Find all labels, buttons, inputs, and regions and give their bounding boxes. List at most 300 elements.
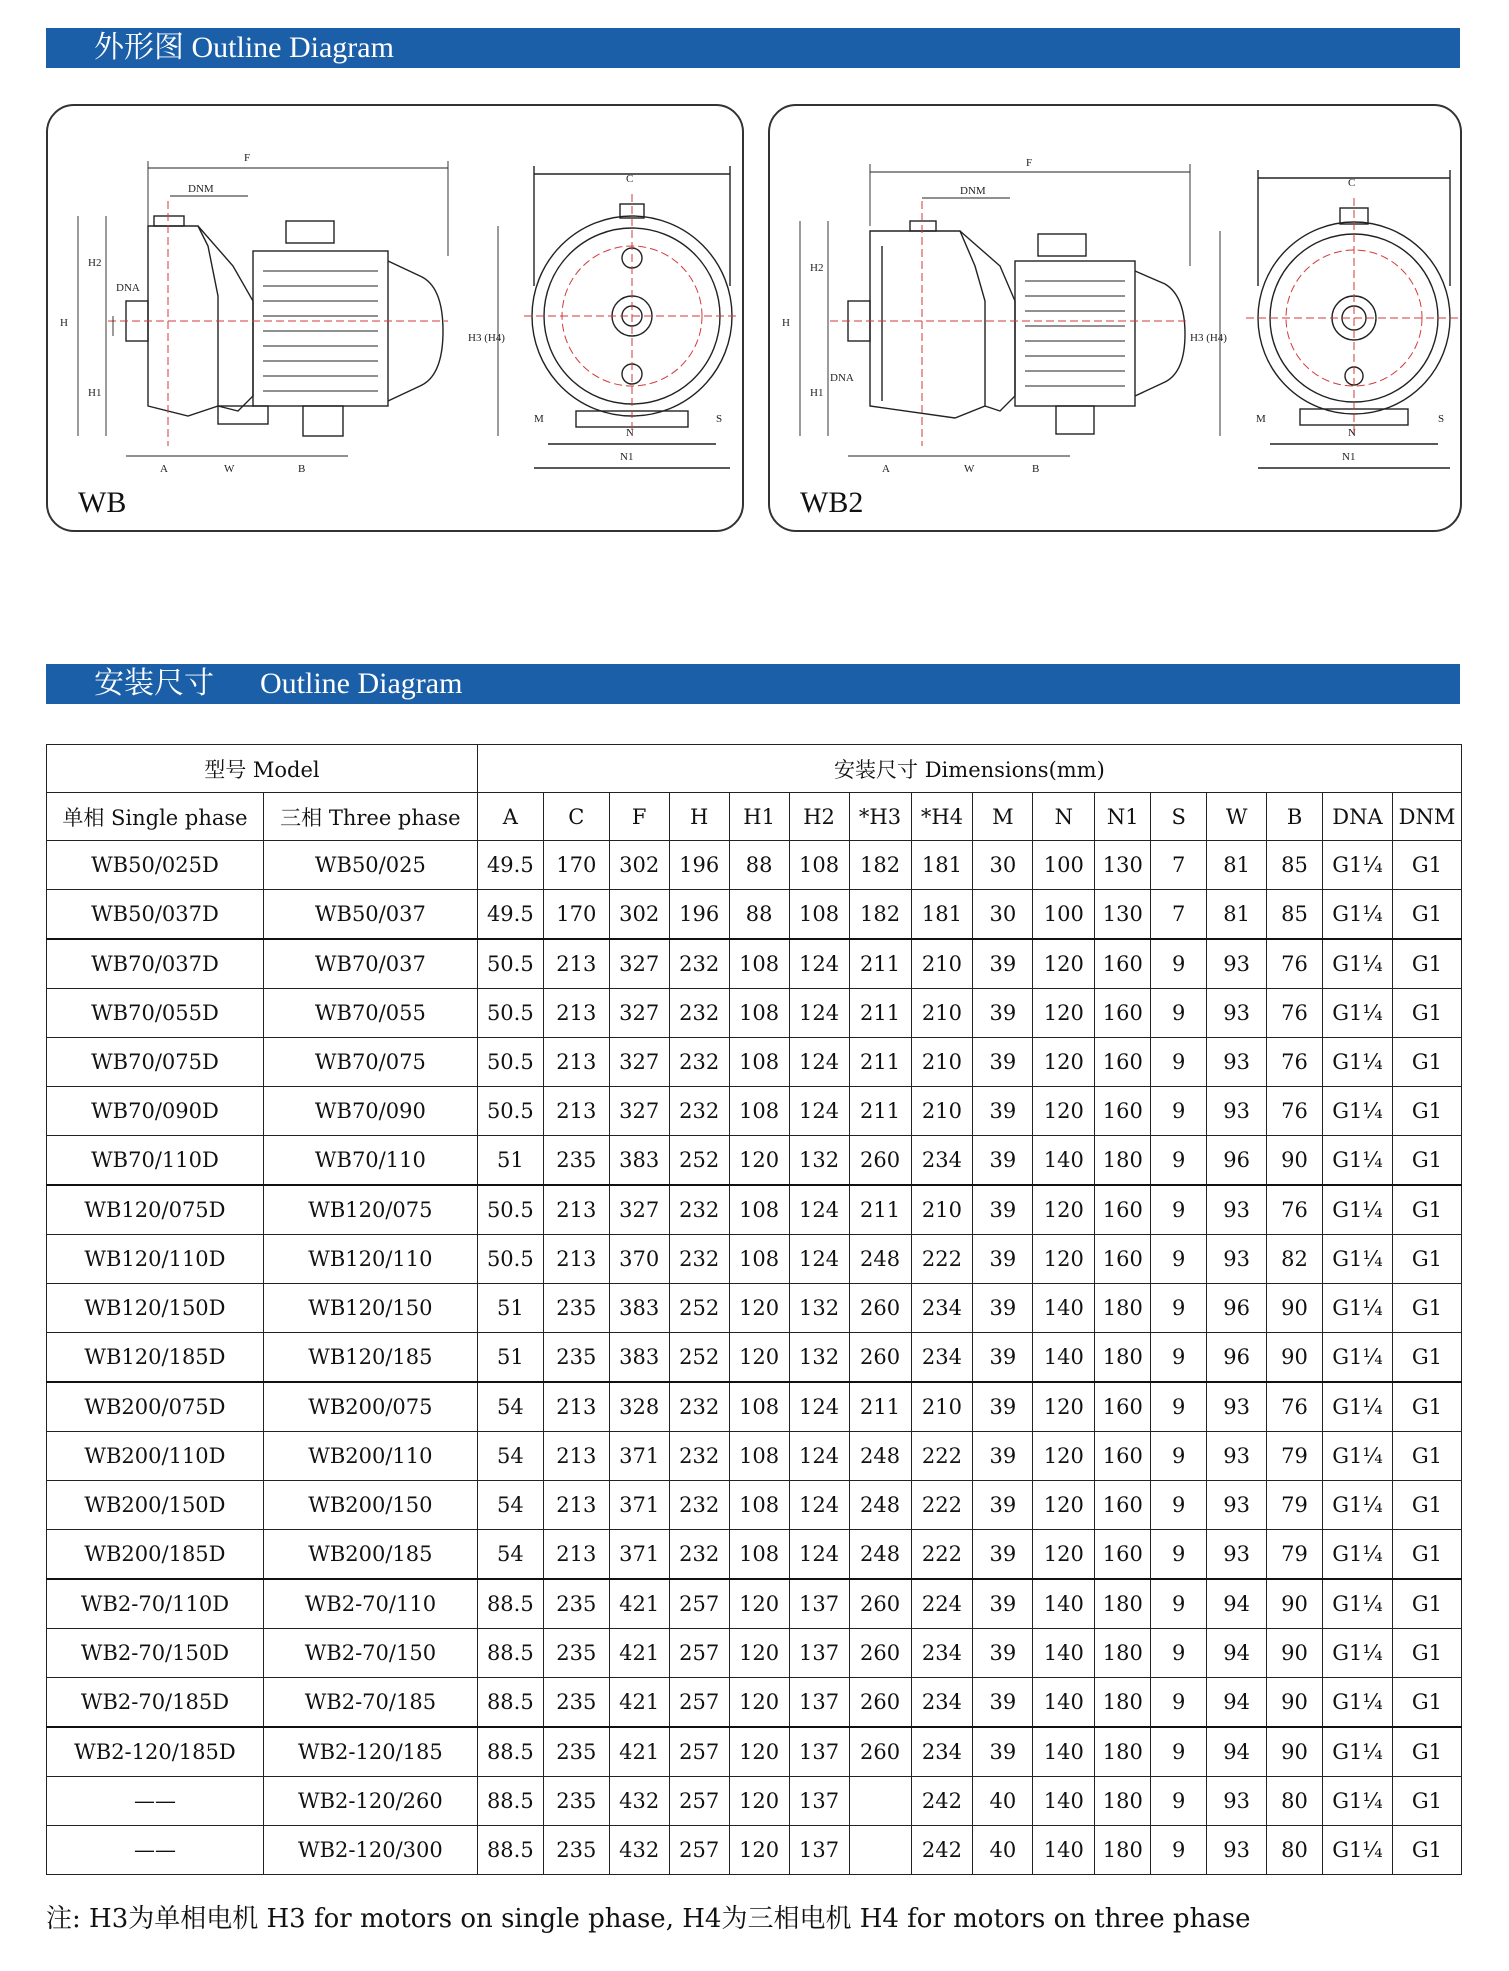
- dimension-cell: G1¼: [1323, 989, 1393, 1038]
- dimension-cell: 7: [1151, 890, 1207, 940]
- dimension-cell: 235: [543, 1629, 609, 1678]
- dimension-cell: 180: [1095, 1333, 1151, 1383]
- table-row: [47, 1136, 1462, 1186]
- dimension-cell: 213: [543, 1481, 609, 1530]
- dimension-cell: 108: [729, 1432, 789, 1481]
- dimension-cell: 9: [1151, 1284, 1207, 1333]
- dimension-cell: G1¼: [1323, 1038, 1393, 1087]
- label-N: N: [1348, 427, 1356, 439]
- dimension-cell: G1: [1392, 1235, 1461, 1284]
- column-header: F: [609, 793, 669, 841]
- three-phase-model: WB200/110: [263, 1432, 477, 1481]
- table-row: [47, 1382, 1462, 1432]
- dimension-cell: 232: [669, 1087, 729, 1136]
- wb-side-view: [126, 216, 443, 436]
- dimension-cell: 248: [849, 1530, 911, 1580]
- label-C: C: [1348, 177, 1356, 189]
- dimension-cell: G1: [1392, 1432, 1461, 1481]
- dimension-cell: 210: [911, 939, 973, 989]
- dimension-cell: 432: [609, 1777, 669, 1826]
- single-phase-model: WB200/075D: [47, 1382, 264, 1432]
- dimension-cell: 160: [1095, 1235, 1151, 1284]
- three-phase-model: WB120/185: [263, 1333, 477, 1383]
- dimension-cell: G1: [1392, 1579, 1461, 1629]
- dimension-cell: 124: [789, 1432, 849, 1481]
- table-row: [47, 1727, 1462, 1777]
- dimension-cell: 9: [1151, 1185, 1207, 1235]
- dimension-cell: G1¼: [1323, 939, 1393, 989]
- table-row: [47, 1432, 1462, 1481]
- dimension-cell: 124: [789, 1235, 849, 1284]
- dimension-cell: 94: [1207, 1727, 1267, 1777]
- dimension-cell: 39: [973, 1481, 1033, 1530]
- column-header: W: [1207, 793, 1267, 841]
- single-phase-model: WB120/150D: [47, 1284, 264, 1333]
- dimension-cell: 140: [1033, 1579, 1095, 1629]
- dimension-cell: 54: [477, 1481, 543, 1530]
- dimension-cell: 260: [849, 1629, 911, 1678]
- three-phase-model: WB70/037: [263, 939, 477, 989]
- dimension-cell: 222: [911, 1235, 973, 1284]
- single-phase-model: WB200/185D: [47, 1530, 264, 1580]
- three-phase-model: WB2-120/300: [263, 1826, 477, 1875]
- dimension-cell: 180: [1095, 1826, 1151, 1875]
- dimension-cell: G1: [1392, 1087, 1461, 1136]
- dimension-cell: 140: [1033, 1678, 1095, 1728]
- dimension-cell: 9: [1151, 1432, 1207, 1481]
- dimension-cell: 120: [729, 1629, 789, 1678]
- dimension-cell: G1¼: [1323, 1136, 1393, 1186]
- dimension-cell: 182: [849, 841, 911, 890]
- dimension-cell: 85: [1267, 841, 1323, 890]
- column-header: DNA: [1323, 793, 1393, 841]
- label-H2: H2: [810, 262, 824, 274]
- dimension-cell: 160: [1095, 1038, 1151, 1087]
- table-row: [47, 1826, 1462, 1875]
- dimension-cell: 120: [729, 1727, 789, 1777]
- dimension-cell: 100: [1033, 841, 1095, 890]
- three-phase-model: WB50/037: [263, 890, 477, 940]
- dimension-cell: G1: [1392, 1530, 1461, 1580]
- dimension-cell: G1: [1392, 1382, 1461, 1432]
- label-M: M: [534, 413, 544, 425]
- dimension-cell: 50.5: [477, 1087, 543, 1136]
- table-row: [47, 1333, 1462, 1383]
- label-DNA: DNA: [830, 372, 854, 384]
- dimension-cell: 90: [1267, 1333, 1323, 1383]
- table-row: [47, 989, 1462, 1038]
- dimension-cell: 210: [911, 1038, 973, 1087]
- label-H3H4: H3 (H4): [1190, 332, 1227, 344]
- column-header: *H4: [911, 793, 973, 841]
- dimension-cell: 108: [729, 1235, 789, 1284]
- dimension-cell: 9: [1151, 1777, 1207, 1826]
- dimension-cell: 94: [1207, 1629, 1267, 1678]
- dimension-cell: G1¼: [1323, 1727, 1393, 1777]
- dimension-cell: 120: [1033, 1432, 1095, 1481]
- dimension-cell: 235: [543, 1579, 609, 1629]
- dimension-cell: 213: [543, 939, 609, 989]
- three-phase-model: WB70/090: [263, 1087, 477, 1136]
- dimension-cell: G1¼: [1323, 1678, 1393, 1728]
- dimension-cell: 170: [543, 890, 609, 940]
- table-row: [47, 1678, 1462, 1728]
- single-phase-model: WB70/055D: [47, 989, 264, 1038]
- three-phase-header: 三相 Three phase: [263, 793, 477, 841]
- three-phase-model: WB120/110: [263, 1235, 477, 1284]
- dimension-cell: G1¼: [1323, 1235, 1393, 1284]
- dimension-cell: 213: [543, 1185, 609, 1235]
- dimension-cell: 39: [973, 1579, 1033, 1629]
- dimension-cell: 137: [789, 1579, 849, 1629]
- table-row: [47, 1284, 1462, 1333]
- dimension-cell: 213: [543, 1235, 609, 1284]
- column-header: B: [1267, 793, 1323, 841]
- dimension-cell: 260: [849, 1284, 911, 1333]
- dimension-cell: 9: [1151, 1579, 1207, 1629]
- dimension-cell: G1: [1392, 1777, 1461, 1826]
- dimension-cell: 180: [1095, 1727, 1151, 1777]
- dimension-cell: 160: [1095, 1481, 1151, 1530]
- dimension-cell: 39: [973, 1727, 1033, 1777]
- dimension-cell: 328: [609, 1382, 669, 1432]
- dimension-cell: 93: [1207, 1087, 1267, 1136]
- dimension-cell: 120: [729, 1284, 789, 1333]
- dimension-cell: 232: [669, 1038, 729, 1087]
- dimension-cell: 181: [911, 890, 973, 940]
- dimension-cell: G1: [1392, 989, 1461, 1038]
- dimension-cell: 421: [609, 1678, 669, 1728]
- dimension-cell: 90: [1267, 1629, 1323, 1678]
- dimension-cell: 9: [1151, 1678, 1207, 1728]
- dimension-cell: 9: [1151, 1136, 1207, 1186]
- dimension-cell: 235: [543, 1333, 609, 1383]
- three-phase-model: WB120/075: [263, 1185, 477, 1235]
- dimension-cell: 160: [1095, 989, 1151, 1038]
- dimension-cell: 39: [973, 1235, 1033, 1284]
- dimension-cell: 93: [1207, 1185, 1267, 1235]
- dimension-cell: 232: [669, 1235, 729, 1284]
- dimension-cell: 124: [789, 1038, 849, 1087]
- dimension-cell: G1: [1392, 1826, 1461, 1875]
- dimension-cell: 211: [849, 1087, 911, 1136]
- label-S: S: [1438, 413, 1445, 425]
- dimension-cell: 93: [1207, 1382, 1267, 1432]
- label-DNA: DNA: [116, 282, 140, 294]
- dimension-cell: 160: [1095, 1382, 1151, 1432]
- dimension-cell: 234: [911, 1284, 973, 1333]
- dimension-cell: 257: [669, 1727, 729, 1777]
- dimension-cell: 235: [543, 1777, 609, 1826]
- dimension-cell: 50.5: [477, 939, 543, 989]
- dimension-cell: G1¼: [1323, 1629, 1393, 1678]
- single-phase-model: WB70/075D: [47, 1038, 264, 1087]
- section-title-cn: 安装尺寸: [94, 667, 214, 700]
- column-header: *H3: [849, 793, 911, 841]
- table-row: [47, 1579, 1462, 1629]
- dimension-cell: 39: [973, 939, 1033, 989]
- dimension-cell: 421: [609, 1727, 669, 1777]
- dimension-cell: 9: [1151, 1530, 1207, 1580]
- dimension-cell: 371: [609, 1481, 669, 1530]
- dimension-cell: 234: [911, 1727, 973, 1777]
- label-F: F: [244, 152, 251, 164]
- label-C: C: [626, 173, 634, 185]
- dimension-cell: G1¼: [1323, 1284, 1393, 1333]
- dimension-cell: 234: [911, 1136, 973, 1186]
- dimension-cell: 180: [1095, 1678, 1151, 1728]
- diagram-panel-wb: [46, 104, 744, 532]
- dimension-cell: 327: [609, 1185, 669, 1235]
- dimension-cell: 421: [609, 1629, 669, 1678]
- wb2-side-view: [848, 221, 1185, 434]
- dimension-cell: 30: [973, 841, 1033, 890]
- dimension-cell: 9: [1151, 1481, 1207, 1530]
- label-A: A: [882, 463, 890, 475]
- single-phase-model: WB50/025D: [47, 841, 264, 890]
- three-phase-model: WB2-120/185: [263, 1727, 477, 1777]
- dimension-cell: 213: [543, 1087, 609, 1136]
- three-phase-model: WB200/075: [263, 1382, 477, 1432]
- dimension-cell: 120: [729, 1333, 789, 1383]
- three-phase-model: WB70/055: [263, 989, 477, 1038]
- dimension-cell: 88: [729, 841, 789, 890]
- dimension-cell: 49.5: [477, 890, 543, 940]
- single-phase-model: WB70/110D: [47, 1136, 264, 1186]
- dimension-cell: 232: [669, 1530, 729, 1580]
- dimension-cell: G1¼: [1323, 841, 1393, 890]
- wb-outline-drawing: [48, 106, 742, 530]
- table-row: [47, 1629, 1462, 1678]
- dimension-cell: G1¼: [1323, 1432, 1393, 1481]
- dimension-cell: 50.5: [477, 989, 543, 1038]
- dimension-cell: 160: [1095, 939, 1151, 989]
- label-H1: H1: [810, 387, 824, 399]
- dimension-cell: 252: [669, 1136, 729, 1186]
- dimension-cell: G1: [1392, 1333, 1461, 1383]
- table-row: [47, 890, 1462, 940]
- dimension-cell: 327: [609, 939, 669, 989]
- dimension-cell: 81: [1207, 841, 1267, 890]
- dimension-cell: 90: [1267, 1678, 1323, 1728]
- label-S: S: [716, 413, 723, 425]
- dimension-cell: 9: [1151, 1826, 1207, 1875]
- dimension-cell: 213: [543, 1432, 609, 1481]
- single-phase-model: WB120/185D: [47, 1333, 264, 1383]
- dimensions-header: 安装尺寸 Dimensions(mm): [477, 745, 1461, 793]
- dimension-cell: 76: [1267, 1185, 1323, 1235]
- dimension-cell: 9: [1151, 1038, 1207, 1087]
- dimension-cell: 30: [973, 890, 1033, 940]
- dimension-cell: G1¼: [1323, 890, 1393, 940]
- dimension-cell: 76: [1267, 1038, 1323, 1087]
- dimension-cell: 211: [849, 989, 911, 1038]
- three-phase-model: WB200/185: [263, 1530, 477, 1580]
- dimension-cell: 248: [849, 1432, 911, 1481]
- dimension-cell: 222: [911, 1530, 973, 1580]
- dimension-cell: 124: [789, 1382, 849, 1432]
- dimension-cell: 222: [911, 1432, 973, 1481]
- dimension-cell: 327: [609, 1038, 669, 1087]
- column-header: H: [669, 793, 729, 841]
- dimension-cell: G1: [1392, 1727, 1461, 1777]
- dimension-cell: 108: [789, 841, 849, 890]
- dimension-cell: 49.5: [477, 841, 543, 890]
- dimension-cell: 96: [1207, 1333, 1267, 1383]
- dimension-cell: 120: [729, 1826, 789, 1875]
- dimension-cell: 371: [609, 1530, 669, 1580]
- dimension-cell: 108: [729, 1481, 789, 1530]
- dimension-cell: 124: [789, 989, 849, 1038]
- dimension-cell: 51: [477, 1333, 543, 1383]
- dimension-cell: 94: [1207, 1678, 1267, 1728]
- dimension-cell: 39: [973, 1629, 1033, 1678]
- dimension-cell: 108: [729, 1185, 789, 1235]
- dimension-cell: 232: [669, 989, 729, 1038]
- dimension-cell: 120: [729, 1777, 789, 1826]
- dimension-cell: 196: [669, 841, 729, 890]
- dimension-cell: 137: [789, 1777, 849, 1826]
- dimension-cell: 232: [669, 1481, 729, 1530]
- dimension-cell: 260: [849, 1333, 911, 1383]
- dimension-cell: 96: [1207, 1284, 1267, 1333]
- dimension-cell: 260: [849, 1678, 911, 1728]
- dimension-cell: 88.5: [477, 1678, 543, 1728]
- dimension-cell: 93: [1207, 1530, 1267, 1580]
- label-A: A: [160, 463, 168, 475]
- single-phase-header: 单相 Single phase: [47, 793, 264, 841]
- dimension-cell: 232: [669, 1185, 729, 1235]
- label-N1: N1: [620, 451, 634, 463]
- dimension-cell: 180: [1095, 1579, 1151, 1629]
- dimension-cell: 260: [849, 1579, 911, 1629]
- dimension-cell: 120: [1033, 1382, 1095, 1432]
- dimension-cell: 124: [789, 1530, 849, 1580]
- dimension-cell: 248: [849, 1235, 911, 1284]
- dimension-cell: 39: [973, 1185, 1033, 1235]
- dimension-cell: G1¼: [1323, 1481, 1393, 1530]
- dimension-cell: 120: [1033, 939, 1095, 989]
- dimension-cell: 181: [911, 841, 973, 890]
- table-row: [47, 1235, 1462, 1284]
- dimension-cell: 9: [1151, 1382, 1207, 1432]
- dimension-cell: G1: [1392, 1284, 1461, 1333]
- dimension-cell: 137: [789, 1727, 849, 1777]
- dimension-cell: 120: [729, 1136, 789, 1186]
- dimension-cell: 9: [1151, 1629, 1207, 1678]
- dimension-cell: 210: [911, 989, 973, 1038]
- dimension-cell: 213: [543, 1530, 609, 1580]
- dimension-cell: G1: [1392, 1629, 1461, 1678]
- dimension-cell: 39: [973, 1136, 1033, 1186]
- table-row: [47, 1777, 1462, 1826]
- dimension-cell: 9: [1151, 939, 1207, 989]
- dimension-cell: G1¼: [1323, 1185, 1393, 1235]
- dimension-cell: 93: [1207, 1826, 1267, 1875]
- single-phase-model: ——: [47, 1826, 264, 1875]
- column-header: H1: [729, 793, 789, 841]
- three-phase-model: WB2-120/260: [263, 1777, 477, 1826]
- dimension-cell: 94: [1207, 1579, 1267, 1629]
- dimension-cell: 371: [609, 1432, 669, 1481]
- wb2-outline-drawing: [770, 106, 1460, 530]
- dimension-cell: 120: [1033, 1481, 1095, 1530]
- dimension-cell: 242: [911, 1826, 973, 1875]
- column-header: M: [973, 793, 1033, 841]
- dimension-cell: 140: [1033, 1629, 1095, 1678]
- dimension-cell: 51: [477, 1284, 543, 1333]
- dimension-cell: 196: [669, 890, 729, 940]
- single-phase-model: WB50/037D: [47, 890, 264, 940]
- dimension-cell: 40: [973, 1826, 1033, 1875]
- dimension-cell: 108: [729, 1038, 789, 1087]
- dimension-cell: 39: [973, 1678, 1033, 1728]
- dimension-cell: 232: [669, 939, 729, 989]
- dimension-cell: 124: [789, 1481, 849, 1530]
- dimension-cell: 130: [1095, 890, 1151, 940]
- dimension-cell: 257: [669, 1777, 729, 1826]
- dimension-cell: 180: [1095, 1136, 1151, 1186]
- dimension-cell: 327: [609, 989, 669, 1038]
- dimension-cell: 235: [543, 1284, 609, 1333]
- dimension-cell: 257: [669, 1678, 729, 1728]
- dimension-cell: 108: [729, 1530, 789, 1580]
- dimension-cell: 210: [911, 1382, 973, 1432]
- dimension-cell: 211: [849, 1038, 911, 1087]
- dimension-cell: 88: [729, 890, 789, 940]
- label-H1: H1: [88, 387, 102, 399]
- three-phase-model: WB2-70/110: [263, 1579, 477, 1629]
- single-phase-model: WB70/037D: [47, 939, 264, 989]
- dimension-cell: 160: [1095, 1530, 1151, 1580]
- dimension-cell: 80: [1267, 1777, 1323, 1826]
- dimension-cell: 257: [669, 1629, 729, 1678]
- single-phase-model: WB2-120/185D: [47, 1727, 264, 1777]
- dimension-cell: 383: [609, 1136, 669, 1186]
- dimension-cell: G1: [1392, 939, 1461, 989]
- dimension-cell: 130: [1095, 841, 1151, 890]
- dimension-cell: 79: [1267, 1481, 1323, 1530]
- dimension-cell: 137: [789, 1826, 849, 1875]
- dimension-cell: 88.5: [477, 1777, 543, 1826]
- dimension-cell: 39: [973, 1382, 1033, 1432]
- dimension-cell: G1¼: [1323, 1579, 1393, 1629]
- dimension-cell: 120: [1033, 1185, 1095, 1235]
- dimension-cell: 260: [849, 1136, 911, 1186]
- dimension-cell: 9: [1151, 989, 1207, 1038]
- dimension-cell: 160: [1095, 1185, 1151, 1235]
- dimension-cell: 235: [543, 1826, 609, 1875]
- dimension-cell: 90: [1267, 1579, 1323, 1629]
- dimension-cell: 140: [1033, 1284, 1095, 1333]
- label-N1: N1: [1342, 451, 1356, 463]
- column-header: N1: [1095, 793, 1151, 841]
- diagram-caption: WB: [78, 486, 127, 519]
- dimension-cell: 327: [609, 1087, 669, 1136]
- single-phase-model: WB200/110D: [47, 1432, 264, 1481]
- dimension-cell: 224: [911, 1579, 973, 1629]
- section-title-en: Outline Diagram: [260, 667, 463, 700]
- dimension-cell: 180: [1095, 1629, 1151, 1678]
- dimension-cell: 40: [973, 1777, 1033, 1826]
- dimension-cell: 90: [1267, 1136, 1323, 1186]
- three-phase-model: WB200/150: [263, 1481, 477, 1530]
- dimension-cell: 234: [911, 1678, 973, 1728]
- column-header: N: [1033, 793, 1095, 841]
- dimension-cell: 51: [477, 1136, 543, 1186]
- dimension-cell: 235: [543, 1727, 609, 1777]
- column-header: H2: [789, 793, 849, 841]
